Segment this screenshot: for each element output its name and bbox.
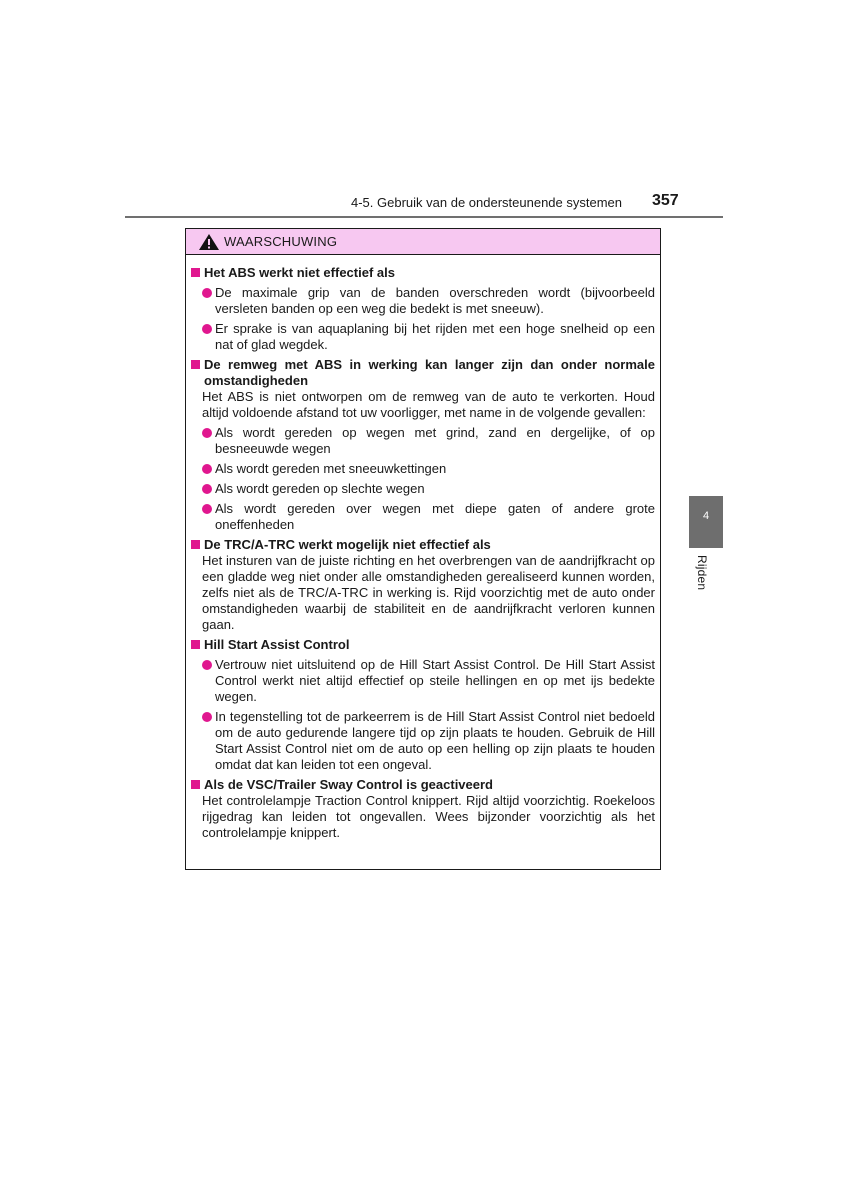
- chapter-tab: 4: [689, 496, 723, 548]
- square-bullet-icon: [191, 780, 200, 789]
- square-bullet-icon: [191, 360, 200, 369]
- page-number: 357: [652, 192, 679, 209]
- round-bullet-icon: [202, 712, 212, 722]
- item-title: Het ABS werkt niet effectief als: [190, 265, 655, 281]
- list-item: Als wordt gereden op wegen met grind, zand en dergelijke, of op besneeuwde wegen: [190, 425, 655, 457]
- round-bullet-icon: [202, 288, 212, 298]
- item-title: Hill Start Assist Control: [190, 637, 655, 653]
- header-divider: [125, 216, 723, 218]
- item-text: Het controlelampje Traction Control knippert. Rijd altijd voorzichtig. Roekeloos rijgedrag kan leiden tot ongevallen. Wees bijzonder voorzichtig als het controlelampje knippert.: [202, 793, 655, 840]
- square-bullet-icon: [191, 540, 200, 549]
- item-text: Het insturen van de juiste richting en het overbrengen van de aandrijfkracht op een gladde weg niet onder alle omstandigheden gerealiseerd kunnen worden, zelfs niet als de TRC/A-TRC in werking is. Rijd voorzichtig met de auto onder omstandigheden waarbij de stabiliteit en de aandrijfkracht verloren kunnen gaan.: [202, 553, 655, 632]
- item-title: De TRC/A-TRC werkt mogelijk niet effectief als: [190, 537, 655, 553]
- warning-triangle-icon: [198, 233, 220, 251]
- warning-title: WAARSCHUWING: [224, 234, 338, 249]
- section-title: 4-5. Gebruik van de ondersteunende systemen: [351, 195, 623, 210]
- square-bullet-icon: [191, 640, 200, 649]
- list-item: Als wordt gereden met sneeuwkettingen: [190, 461, 655, 477]
- round-bullet-icon: [202, 324, 212, 334]
- list-item: Als wordt gereden over wegen met diepe gaten of andere grote oneffenheden: [190, 501, 655, 533]
- round-bullet-icon: [202, 504, 212, 514]
- chapter-label: Rijden: [695, 555, 709, 591]
- item-title: Als de VSC/Trailer Sway Control is geactiveerd: [190, 777, 655, 793]
- round-bullet-icon: [202, 484, 212, 494]
- warning-box: [185, 228, 661, 870]
- list-item: Als wordt gereden op slechte wegen: [190, 481, 655, 497]
- list-item: Vertrouw niet uitsluitend op de Hill Start Assist Control. De Hill Start Assist Control werkt niet altijd effectief op steile hellingen en op met ijs bedekte wegen.: [190, 657, 655, 705]
- item-title: De remweg met ABS in werking kan langer zijn dan onder normale omstandigheden: [190, 357, 655, 389]
- round-bullet-icon: [202, 660, 212, 670]
- warning-header: [186, 229, 660, 255]
- square-bullet-icon: [191, 268, 200, 277]
- round-bullet-icon: [202, 428, 212, 438]
- list-item: De maximale grip van de banden overschreden wordt (bijvoorbeeld versleten banden op een weg die bedekt is met sneeuw).: [190, 285, 655, 317]
- warning-body: [186, 255, 660, 841]
- item-text: Het ABS is niet ontworpen om de remweg van de auto te verkorten. Houd altijd voldoende afstand tot uw voorligger, met name in de volgende gevallen:: [202, 389, 655, 420]
- list-item: In tegenstelling tot de parkeerrem is de Hill Start Assist Control niet bedoeld om de auto gedurende langere tijd op zijn plaats te houden. Gebruik de Hill Start Assist Control niet om de auto op een helling op zijn plaats te houden omdat dat kan leiden tot een ongeval.: [190, 709, 655, 773]
- list-item: Er sprake is van aquaplaning bij het rijden met een hoge snelheid op een nat of glad wegdek.: [190, 321, 655, 353]
- round-bullet-icon: [202, 464, 212, 474]
